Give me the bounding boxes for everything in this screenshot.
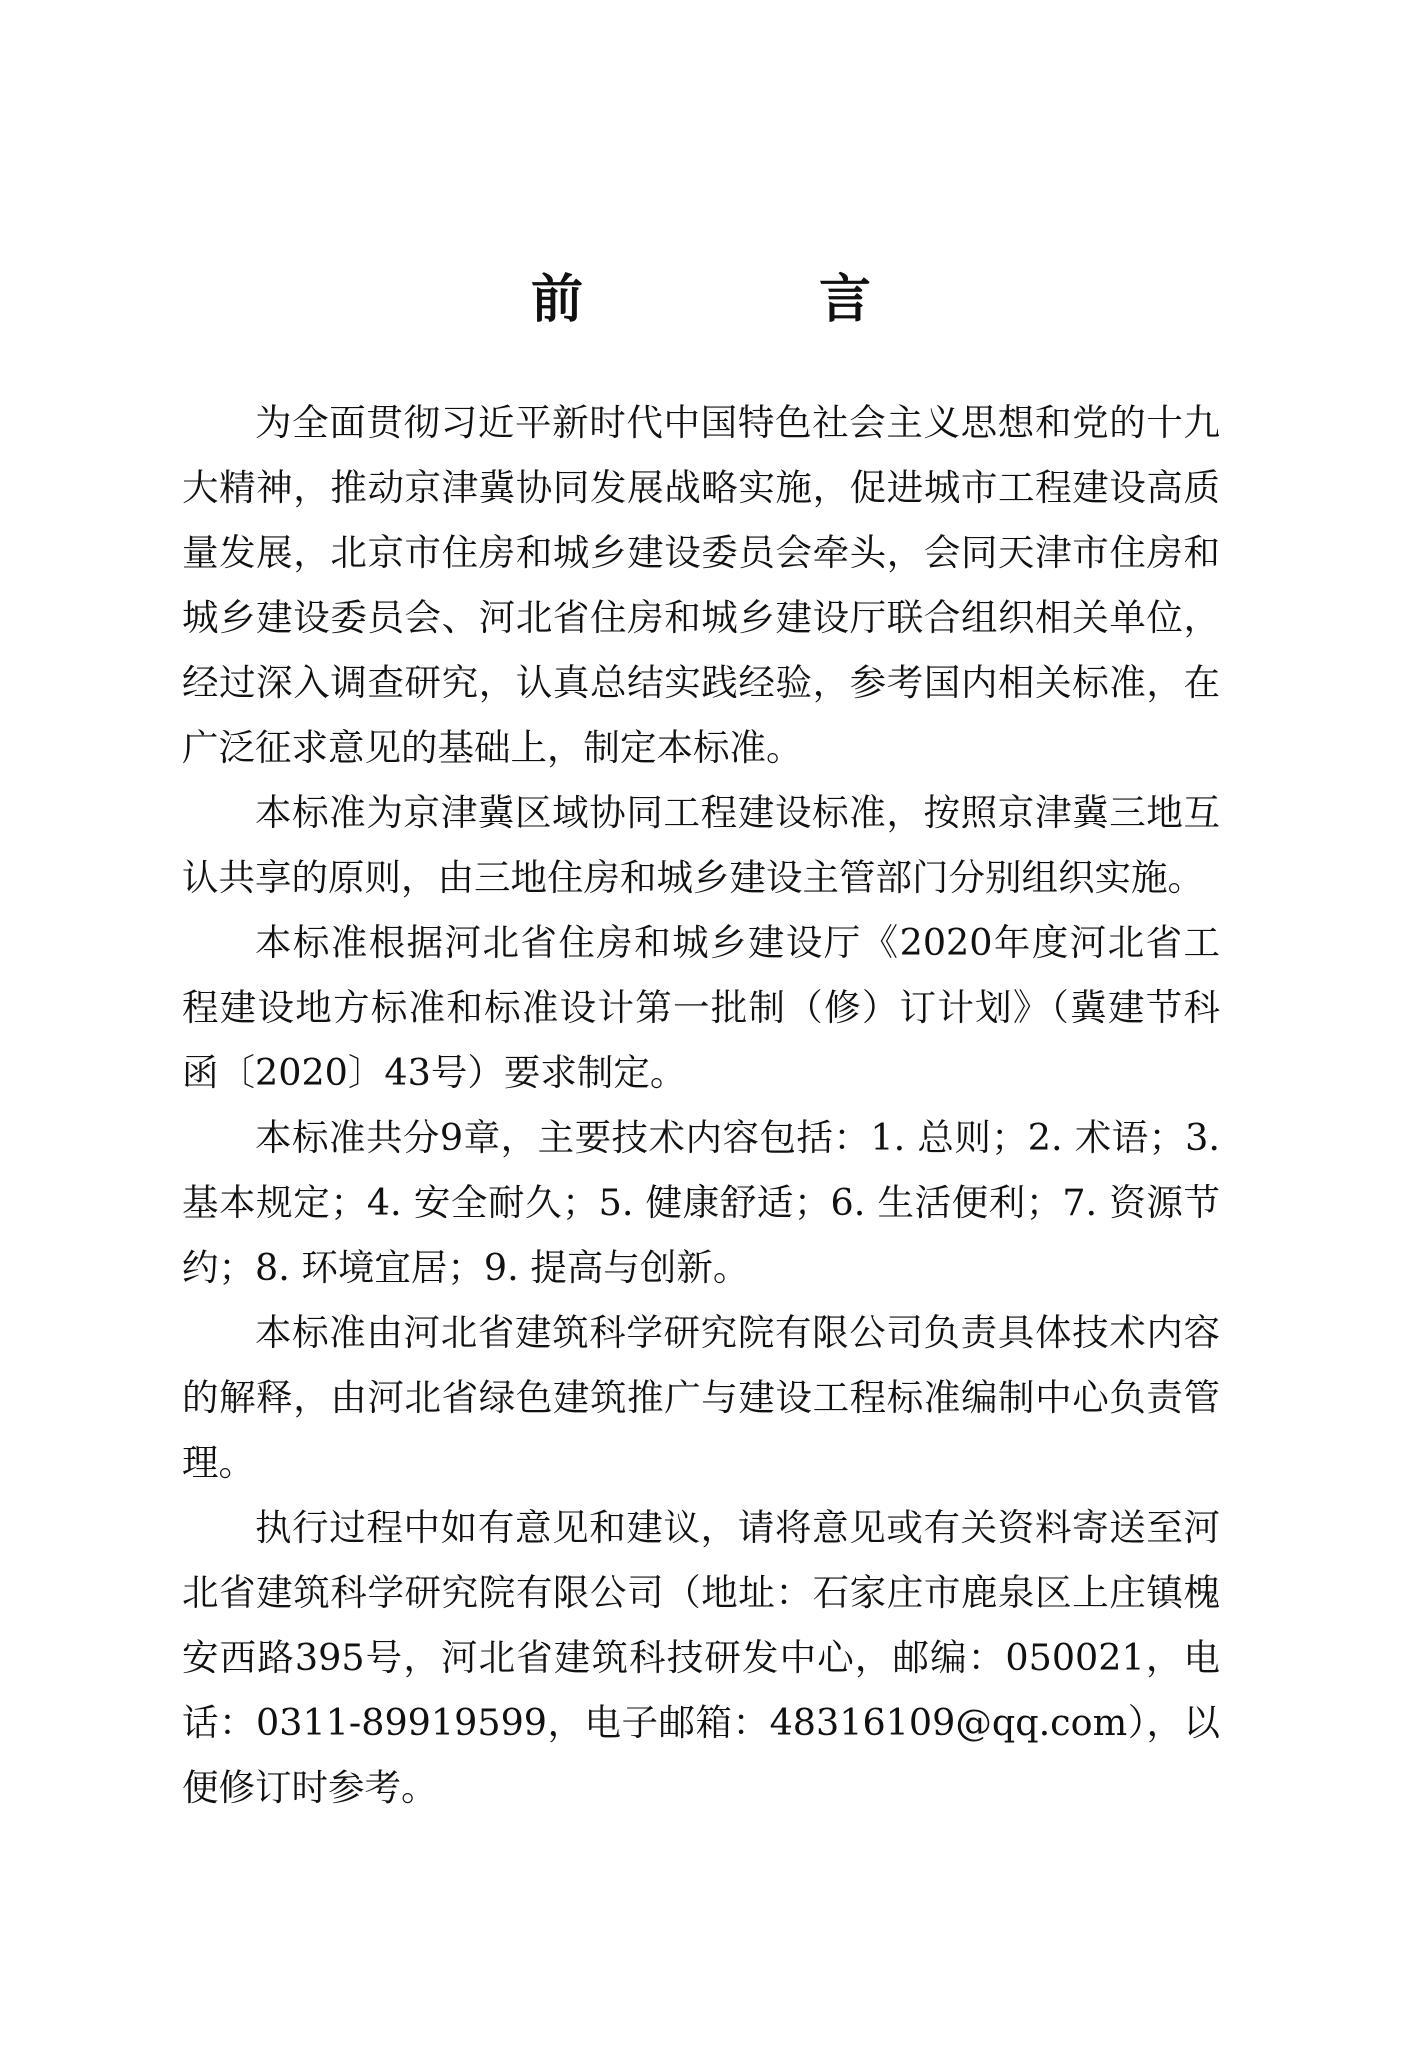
paragraph-scope: 本标准为京津冀区域协同工程建设标准，按照京津冀三地互认共享的原则，由三地住房和城乡建设主管部门分别组织实施。 <box>182 791 1220 899</box>
preface-body <box>182 390 1220 1820</box>
paragraph-purpose: 为全面贯彻习近平新时代中国特色社会主义思想和党的十九大精神，推动京津冀协同发展战略实施，促进城市工程建设高质量发展，北京市住房和城乡建设委员会牵头，会同天津市住房和城乡建设委员会、河北省住房和城乡建设厅联合组织相关单位，经过深入调查研究，认真总结实践经验，参考国内相关标准，在广泛征求意见的基础上，制定本标准。 <box>182 401 1220 769</box>
paragraph-feedback: 执行过程中如有意见和建议，请将意见或有关资料寄送至河北省建筑科学研究院有限公司（地址：石家庄市鹿泉区上庄镇槐安西路395号，河北省建筑科技研发中心，邮编：050021，电话：0311-89919599，电子邮箱：48316109@qq.com），以便修订时参考。 <box>182 1506 1220 1809</box>
paragraph-basis: 本标准根据河北省住房和城乡建设厅《2020年度河北省工程建设地方标准和标准设计第一批制（修）订计划》（冀建节科函〔2020〕43号）要求制定。 <box>182 921 1220 1094</box>
paragraph-responsibility: 本标准由河北省建筑科学研究院有限公司负责具体技术内容的解释，由河北省绿色建筑推广与建设工程标准编制中心负责管理。 <box>182 1311 1220 1484</box>
page-title: 前 言 <box>530 269 963 330</box>
paragraph-contents: 本标准共分9章，主要技术内容包括：1. 总则；2. 术语；3. 基本规定；4. 安全耐久；5. 健康舒适；6. 生活便利；7. 资源节约；8. 环境宜居；9. 提高与创新。 <box>182 1116 1220 1289</box>
